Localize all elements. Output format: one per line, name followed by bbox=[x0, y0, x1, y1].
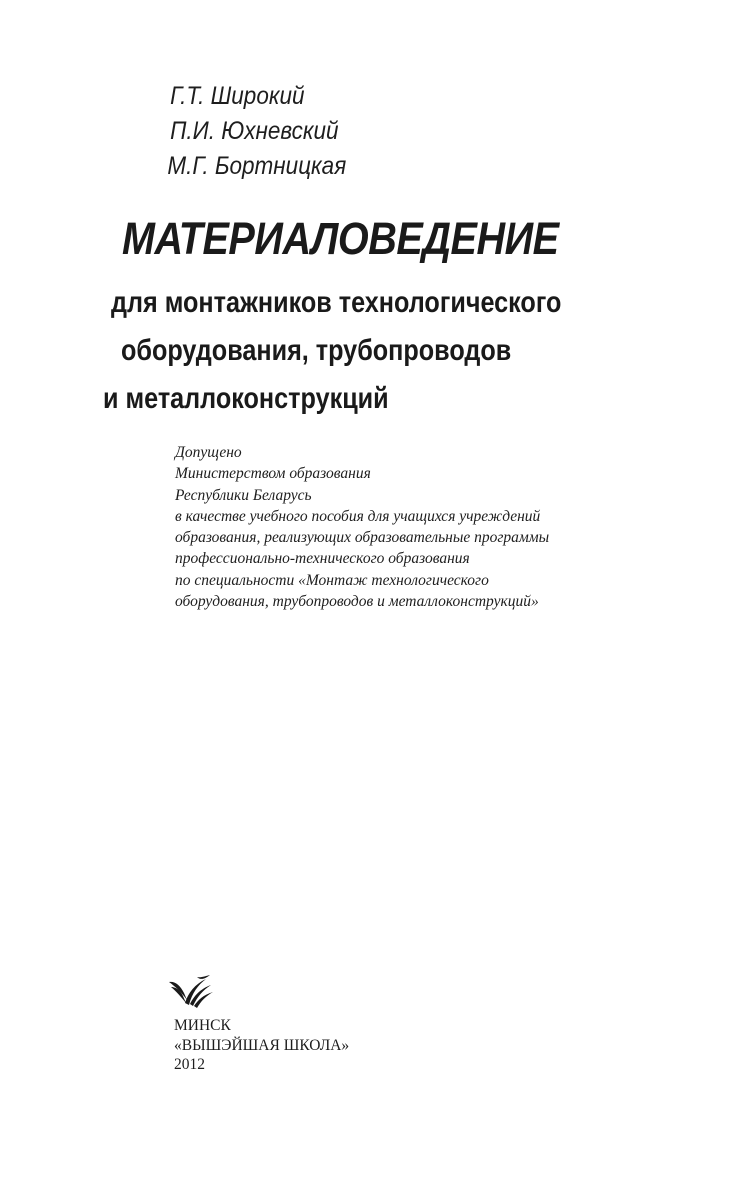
subtitle-line: для монтажников технологического bbox=[111, 286, 562, 319]
author-name: Г.Т. Широкий bbox=[170, 82, 305, 110]
approval-line: Министерством образования bbox=[175, 465, 371, 483]
publisher-city: МИНСК bbox=[174, 1017, 231, 1034]
subtitle-line: и металлоконструкций bbox=[103, 382, 389, 415]
author-name: М.Г. Бортницкая bbox=[167, 152, 347, 180]
approval-line: в качестве учебного пособия для учащихся учреждений bbox=[175, 507, 541, 525]
publisher-logo-icon bbox=[168, 975, 214, 1009]
subtitle-line: оборудования, трубопроводов bbox=[121, 334, 512, 367]
approval-line: оборудования, трубопроводов и металлоконструкций» bbox=[175, 593, 539, 611]
approval-line: Республики Беларусь bbox=[175, 486, 312, 504]
publisher-name: «ВЫШЭЙШАЯ ШКОЛА» bbox=[174, 1036, 350, 1054]
approval-line: профессионально-технического образования bbox=[175, 550, 470, 568]
book-title: МАТЕРИАЛОВЕДЕНИЕ bbox=[122, 213, 559, 264]
approval-statement bbox=[175, 442, 549, 612]
approval-line: Допущено bbox=[175, 444, 242, 461]
approval-line: по специальности «Монтаж технологического bbox=[175, 571, 489, 589]
publication-year: 2012 bbox=[174, 1056, 205, 1073]
author-name: П.И. Юхневский bbox=[170, 117, 339, 145]
approval-line: образования, реализующих образовательные программы bbox=[175, 529, 550, 547]
publisher-imprint bbox=[174, 1016, 349, 1075]
